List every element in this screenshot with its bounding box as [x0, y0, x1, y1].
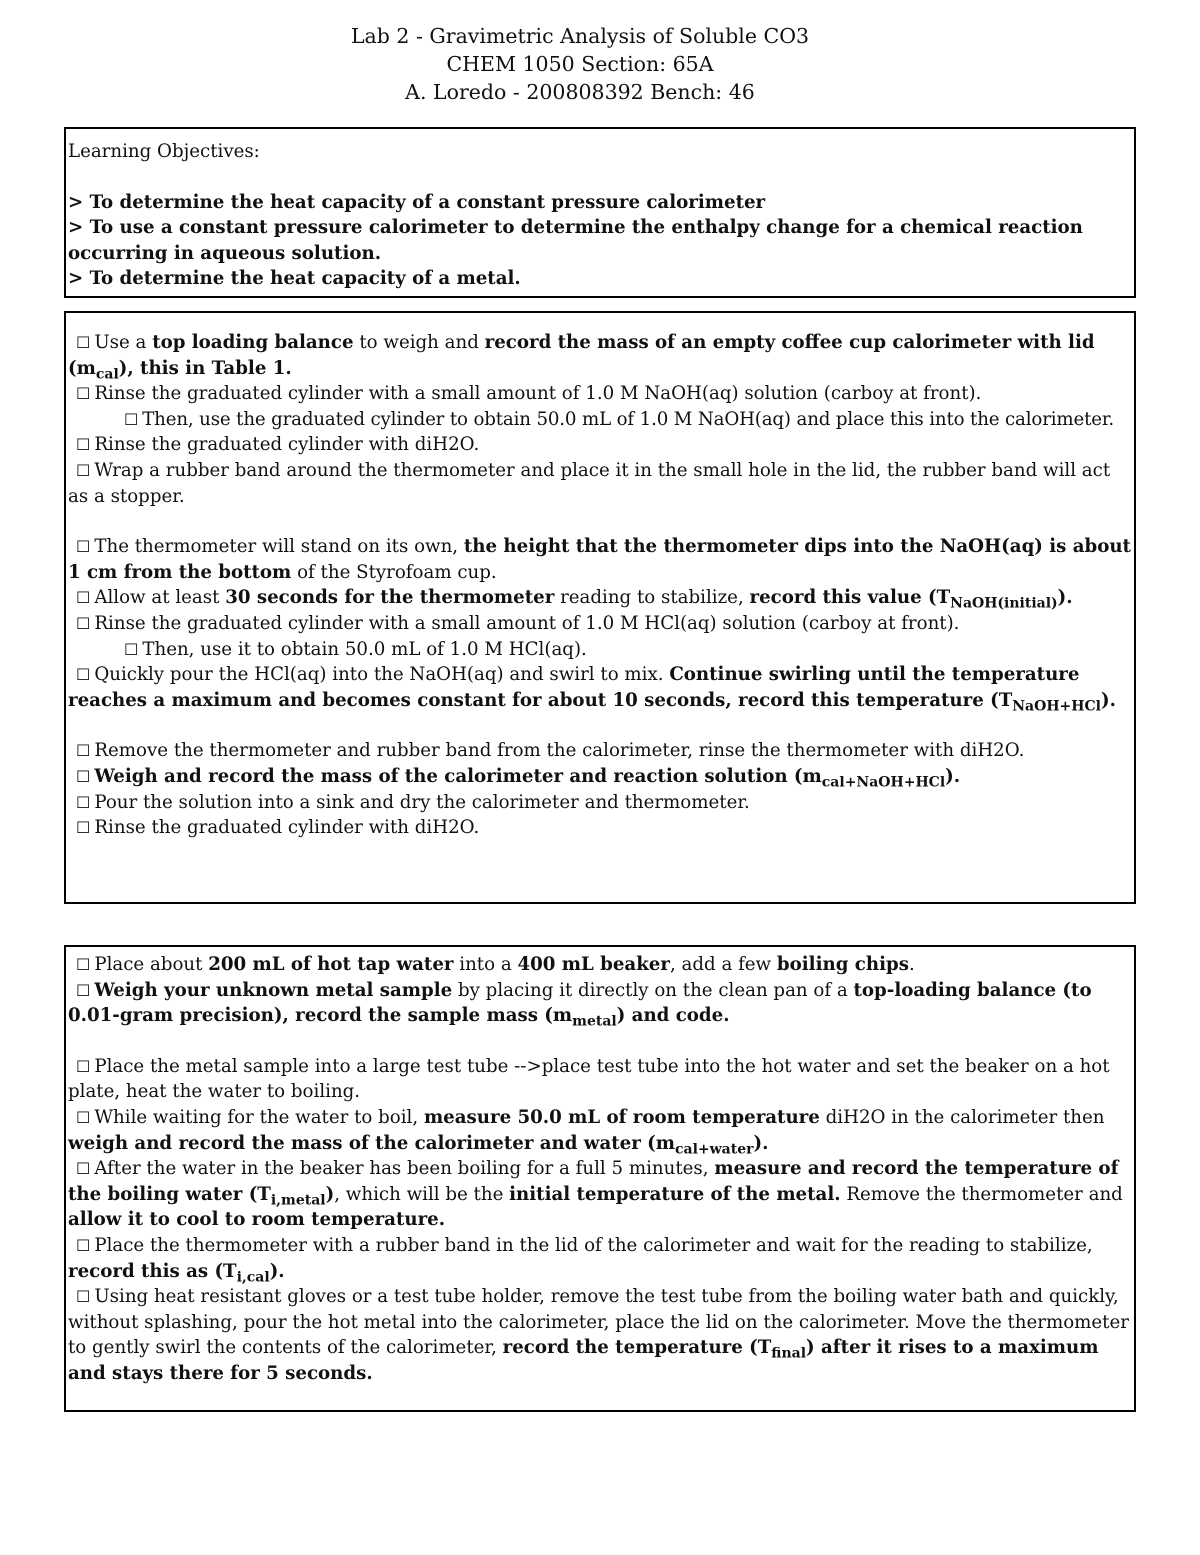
step-item: ☐ Wrap a rubber band around the thermometer and place it in the small hole in the lid, the rubber band will act as a stopper. [68, 459, 1111, 507]
step-item: ☐ The thermometer will stand on its own, the height that the thermometer dips into the NaOH(aq) is about 1 cm from the bottom of the Styrofoam cup. [68, 536, 1131, 583]
checkbox-icon[interactable]: ☐ [76, 792, 91, 812]
step-item: ☐ After the water in the beaker has been boiling for a full 5 minutes, measure and record the temperature of the boiling water $(T_{i,metal})$, which will be the initial temperature of the metal. Remove the thermometer and allow it to cool to room temperature. [68, 1158, 1123, 1231]
step-item: ☐ Place the thermometer with a rubber band in the lid of the calorimeter and wait for the reading to stabilize, record this as $(T_{i,cal})$. [68, 1234, 1093, 1286]
lab-title: Lab 2 - Gravimetric Analysis of Soluble CO3 [350, 24, 810, 48]
checkbox-icon[interactable]: ☐ [76, 1287, 91, 1307]
step-item: ☐ Rinse the graduated cylinder with a small amount of 1.0 M HCl(aq) solution (carboy at front). [68, 611, 1132, 637]
checkbox-icon[interactable]: ☐ [76, 384, 91, 404]
step-item: ☐ Use a top loading balance to weigh and record the mass of an empty coffee cup calorimeter with lid $(m_{cal})$, this in Table 1. [68, 332, 1095, 383]
checkbox-icon[interactable]: ☐ [76, 1107, 91, 1127]
checkbox-icon[interactable]: ☐ [76, 588, 91, 608]
step-item: ☐ Then, use it to obtain 50.0 mL of 1.0 M HCl(aq). [68, 637, 1132, 663]
checkbox-icon[interactable]: ☐ [76, 665, 91, 685]
step-item: ☐ Pour the solution into a sink and dry the calorimeter and thermometer. [68, 790, 1132, 816]
checkbox-icon[interactable]: ☐ [76, 333, 91, 352]
objective-item: > To determine the heat capacity of a metal. [68, 268, 521, 290]
step-item: ☐ Rinse the graduated cylinder with diH2O. [68, 432, 1132, 458]
checkbox-icon[interactable]: ☐ [76, 460, 91, 480]
checkbox-icon[interactable]: ☐ [76, 818, 91, 838]
objectives-heading: Learning Objectives: [68, 141, 260, 162]
checkbox-icon[interactable]: ☐ [76, 741, 91, 761]
course-section: CHEM 1050 Section: 65A [446, 52, 714, 76]
checkbox-icon[interactable]: ☐ [124, 409, 139, 429]
step-item: ☐ Using heat resistant gloves or a test tube holder, remove the test tube from the boiling water bath and quickly, without splashing, pour the hot metal into the calorimeter, place the lid on the calorimeter. Move the thermometer to gently swirl the contents of the calorimeter, record the temperature $(T_{final})$ after it rises to a maximum and stays there for 5 seconds. [68, 1286, 1129, 1384]
step-item: ☐ Remove the thermometer and rubber band from the calorimeter, rinse the thermometer with diH2O. [68, 738, 1132, 764]
checkbox-icon[interactable]: ☐ [76, 1235, 91, 1255]
checkbox-icon[interactable]: ☐ [76, 435, 91, 455]
step-item: ☐ Place the metal sample into a large test tube -->place test tube into the hot water and set the beaker on a hot plate, heat the water to boiling. [68, 1055, 1110, 1103]
procedure-part1-box [64, 311, 1136, 904]
procedure-part2-box [64, 945, 1136, 1412]
objective-item: > To determine the heat capacity of a constant pressure calorimeter [68, 191, 766, 213]
student-info: A. Loredo - 200808392 Bench: 46 [405, 80, 755, 104]
checkbox-icon[interactable]: ☐ [76, 1159, 91, 1179]
checkbox-icon[interactable]: ☐ [76, 537, 91, 557]
step-item: ☐ Weigh your unknown metal sample by placing it directly on the clean pan of a top-loading balance (to 0.01-gram precision), record the sample mass $(m_{metal})$ and code. [68, 979, 1092, 1030]
step-item: ☐ Place about 200 mL of hot tap water into a 400 mL beaker, add a few boiling chips. [68, 952, 1132, 978]
checkbox-icon[interactable]: ☐ [76, 955, 91, 974]
checkbox-icon[interactable]: ☐ [76, 1056, 91, 1076]
step-item: ☐ Weigh and record the mass of the calorimeter and reaction solution $(m_{cal+NaOH+HCl})$. [68, 764, 1132, 790]
document-header [0, 22, 1160, 106]
step-item: ☐ Rinse the graduated cylinder with a small amount of 1.0 M NaOH(aq) solution (carboy at front). [68, 381, 1132, 407]
checkbox-icon[interactable]: ☐ [124, 639, 139, 659]
learning-objectives-box [64, 127, 1136, 298]
checkbox-icon[interactable]: ☐ [76, 766, 91, 786]
step-item: ☐ Quickly pour the HCl(aq) into the NaOH(aq) and swirl to mix. Continue swirling until the temperature reaches a maximum and becomes constant for about 10 seconds, record this temperature $(T_{NaOH+HCl})$. [68, 664, 1116, 715]
checkbox-icon[interactable]: ☐ [76, 980, 91, 1000]
objective-item: > To use a constant pressure calorimeter to determine the enthalpy change for a chemical reaction occurring in aqueous solution. [68, 217, 1083, 264]
step-item: ☐ Allow at least 30 seconds for the thermometer reading to stabilize, record this value $(T_{NaOH(initial)})$. [68, 585, 1132, 611]
step-item: ☐ Then, use the graduated cylinder to obtain 50.0 mL of 1.0 M NaOH(aq) and place this into the calorimeter. [68, 407, 1132, 433]
step-item: ☐ Rinse the graduated cylinder with diH2O. [68, 815, 1132, 841]
checkbox-icon[interactable]: ☐ [76, 613, 91, 633]
step-item: ☐ While waiting for the water to boil, measure 50.0 mL of room temperature diH2O in the calorimeter then weigh and record the mass of the calorimeter and water $(m_{cal+water})$. [68, 1106, 1105, 1158]
